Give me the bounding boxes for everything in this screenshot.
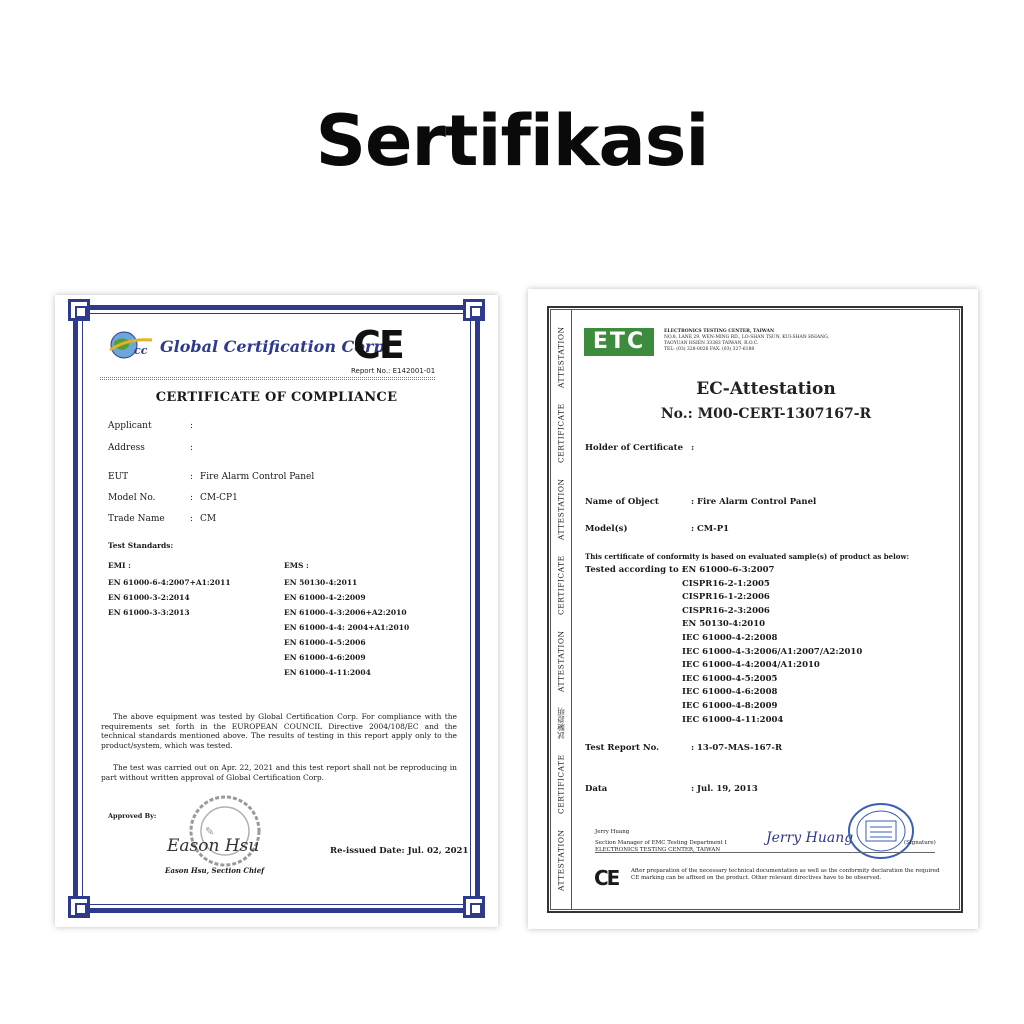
list-item: CISPR16-2-1:2005: [682, 578, 770, 589]
field-label: Data: [585, 784, 608, 794]
ce-mark: CE: [353, 323, 403, 367]
list-item: IEC 61000-4-2:2008: [682, 632, 778, 643]
field-value: CM: [200, 514, 217, 524]
field-value: Fire Alarm Control Panel: [697, 497, 817, 507]
field-label: Holder of Certificate: [585, 443, 684, 453]
list-item: EN 50130-4:2011: [284, 578, 358, 587]
test-date-paragraph: The test was carried out on Apr. 22, 2021 and this test report shall not be reproducing in part without written approval of Global Certification Corp.: [101, 763, 457, 782]
list-item: IEC 61000-4-5:2005: [682, 673, 778, 684]
field-value: CM-CP1: [200, 493, 238, 503]
issuer-address: [664, 329, 829, 353]
strip-label: CERTIFICATE: [556, 754, 566, 815]
field-value: Fire Alarm Control Panel: [200, 472, 315, 482]
etc-logo: ETC: [584, 328, 654, 356]
svg-text:✎: ✎: [205, 825, 215, 838]
list-item: EN 61000-4-11:2004: [284, 668, 371, 677]
corner-ornament: [463, 896, 485, 918]
list-item: EN 50130-4:2010: [682, 619, 766, 630]
list-item: IEC 61000-4-4:2004/A1:2010: [682, 660, 820, 671]
signature-label: (Signature): [904, 840, 936, 846]
strip-label: CERTIFICATE: [556, 555, 566, 616]
strip-label: CERTIFICATE: [556, 403, 566, 464]
field-applicant: Applicant :: [108, 421, 194, 431]
list-item: EN 61000-4-2:2009: [284, 593, 366, 602]
signer-name: Jerry Huang: [595, 829, 630, 835]
signature-script: Jerry Huang: [766, 830, 854, 846]
signature-line: [595, 852, 935, 853]
company-seal-icon: [165, 795, 273, 867]
list-item: EN 61000-4-6:2009: [284, 653, 366, 662]
field-label: EUT: [108, 472, 129, 482]
report-number: Report No.: E142001-01: [351, 367, 436, 375]
strip-label: 試驗證明: [556, 707, 566, 740]
signature-icon: [764, 823, 854, 849]
signer-title-line: ELECTRONICS TESTING CENTER, TAIWAN: [595, 846, 721, 853]
reissued-date: Re-issued Date: Jul. 02, 2021: [330, 846, 469, 856]
attestation-number: No.: M00-CERT-1307167-R: [660, 406, 872, 422]
corner-ornament: [68, 896, 90, 918]
field-label: Name of Object: [585, 497, 659, 507]
ce-mark: CE: [594, 866, 619, 890]
list-item: IEC 61000-4-6:2008: [682, 687, 778, 698]
compliance-paragraph: The above equipment was tested by Global Certification Corp. For compliance with the requirements set forth in the EUROPEAN COUNCIL Directive 2004/108/EC and the technical standards mentioned above. The results of testing in this report apply only to the product/system, which was tested.: [101, 712, 457, 750]
list-item: EN 61000-3-3:2013: [108, 608, 190, 617]
approved-by-label: Approved By:: [108, 812, 157, 820]
attestation-title: EC-Attestation: [696, 379, 836, 399]
gcc-logo-icon: [108, 328, 158, 362]
field-holder: Holder of Certificate :: [585, 443, 695, 453]
strip-label: ATTESTATION: [556, 630, 566, 693]
corner-ornament: [463, 299, 485, 321]
certificate-of-compliance: [55, 295, 498, 927]
ems-standards-list: [284, 578, 409, 683]
field-trade-name: Trade Name : CM: [108, 514, 217, 524]
test-standards-label: Test Standards:: [108, 541, 174, 550]
list-item: EN 61000-6-4:2007+A1:2011: [108, 578, 231, 587]
list-item: EN 61000-4-3:2006+A2:2010: [284, 608, 407, 617]
emi-label: EMI :: [108, 561, 131, 570]
list-item: CISPR16-2-3:2006: [682, 605, 770, 616]
field-label: Address: [108, 443, 145, 453]
address-line: NO.8, LANE 29, WEN-MING RD., LO-SHAN TSUN, KUI-SHAN HSIANG,: [664, 335, 829, 340]
conformity-note: This certificate of conformity is based on evaluated sample(s) of product as below:: [585, 552, 910, 561]
field-label: Model No.: [108, 493, 156, 503]
strip-label: ATTESTATION: [556, 829, 566, 892]
signer-title-line: Section Manager of EMC Testing Department I: [595, 840, 727, 846]
divider: [100, 377, 435, 380]
field-model: Model(s) : CM-P1: [585, 524, 730, 534]
certificate-heading: CERTIFICATE OF COMPLIANCE: [155, 390, 398, 405]
field-test-report: Test Report No. : 13-07-MAS-167-R: [585, 743, 783, 753]
field-object: Name of Object : Fire Alarm Control Panel: [585, 497, 817, 507]
address-line: ELECTRONICS TESTING CENTER, TAIWAN: [664, 329, 775, 334]
field-label: Test Report No.: [585, 743, 660, 753]
corner-ornament: [68, 299, 90, 321]
field-value: 13-07-MAS-167-R: [697, 743, 783, 753]
svg-text:cc: cc: [134, 344, 148, 357]
field-model-no: Model No. : CM-CP1: [108, 493, 238, 503]
list-item: IEC 61000-4-8:2009: [682, 700, 778, 711]
strip-label: ATTESTATION: [556, 478, 566, 541]
company-name: Global Certification Corp: [160, 337, 385, 356]
ec-attestation-certificate: [528, 289, 978, 929]
field-address: Address :: [108, 443, 194, 453]
field-date: Data : Jul. 19, 2013: [585, 784, 758, 794]
list-item: EN 61000-6-3:2007: [682, 565, 775, 575]
field-label: Model(s): [585, 524, 628, 534]
list-item: EN 61000-4-5:2006: [284, 638, 366, 647]
signature: Eason Hsu: [167, 836, 260, 856]
list-item: EN 61000-4-4: 2004+A1:2010: [284, 623, 410, 632]
field-label: Applicant: [108, 421, 152, 431]
signer-name: Eason Hsu, Section Chief: [165, 866, 265, 875]
address-line: TEL: (03) 328-0026 FAX: (03) 327-6188: [664, 347, 755, 352]
list-item: CISPR16-1-2:2006: [682, 592, 770, 603]
field-label: Trade Name: [108, 514, 165, 524]
field-eut: EUT : Fire Alarm Control Panel: [108, 472, 315, 482]
side-strip-text: [552, 319, 570, 899]
footer-note: After preparation of the necessary technical documentation as well as the conformity declaration the required CE marking can be affixed on the product. Other relevant directives have to be observed.: [631, 868, 940, 881]
list-item: IEC 61000-4-3:2006/A1:2007/A2:2010: [682, 646, 863, 657]
strip-label: ATTESTATION: [556, 326, 566, 389]
list-item: IEC 61000-4-11:2004: [682, 714, 784, 725]
address-line: TAOYUAN HSIEN 33383 TAIWAN, R.O.C.: [664, 341, 759, 346]
list-item: EN 61000-3-2:2014: [108, 593, 190, 602]
emi-standards-list: [108, 578, 231, 623]
ems-label: EMS :: [284, 561, 309, 570]
field-value: CM-P1: [697, 524, 730, 534]
tested-according-label: Tested according to :: [585, 565, 685, 575]
field-value: Jul. 19, 2013: [697, 784, 758, 794]
page-title: Sertifikasi: [315, 100, 709, 182]
standards-list: [682, 565, 862, 728]
